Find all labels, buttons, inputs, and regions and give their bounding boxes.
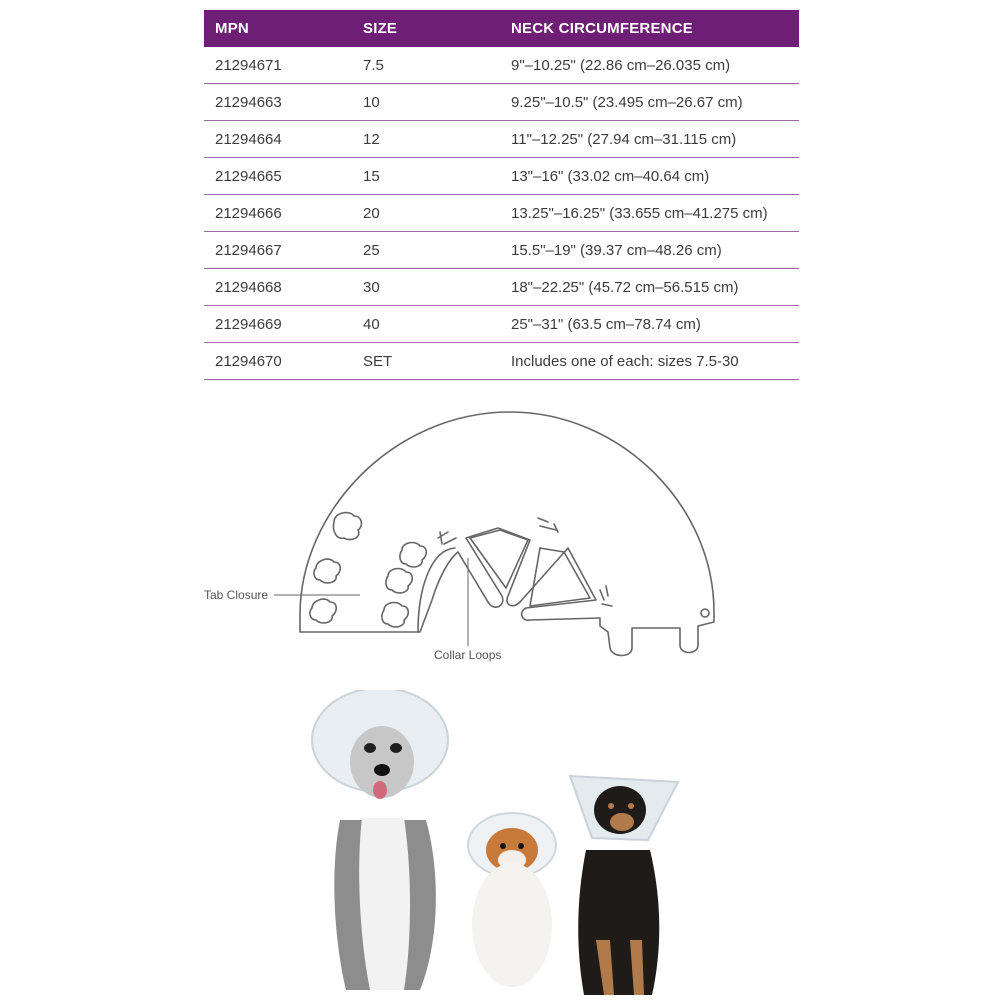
table-row <box>204 195 799 232</box>
cell-mpn: 21294670 <box>215 352 282 370</box>
cell-mpn: 21294671 <box>215 56 282 74</box>
cell-neck: 18"–22.25" (45.72 cm–56.515 cm) <box>511 278 739 296</box>
cell-size: 30 <box>363 278 380 296</box>
header-neck-circumference: NECK CIRCUMFERENCE <box>511 20 693 37</box>
cell-neck: 13.25"–16.25" (33.655 cm–41.275 cm) <box>511 204 768 222</box>
tab-closure-label: Tab Closure <box>204 588 269 602</box>
cell-mpn: 21294668 <box>215 278 282 296</box>
cell-size: 25 <box>363 241 380 259</box>
cell-size: 20 <box>363 204 380 222</box>
table-row <box>204 269 799 306</box>
cell-mpn: 21294667 <box>215 241 282 259</box>
cell-neck: 9"–10.25" (22.86 cm–26.035 cm) <box>511 56 731 74</box>
cone-diagram <box>0 400 1000 680</box>
table-row <box>204 47 799 84</box>
black-and-tan-dog-illustration <box>570 776 678 995</box>
cell-neck: 11"–12.25" (27.94 cm–31.115 cm) <box>511 130 737 148</box>
table-row <box>204 158 799 195</box>
cell-neck: 15.5"–19" (39.37 cm–48.26 cm) <box>511 241 722 259</box>
cell-mpn: 21294669 <box>215 315 282 333</box>
cell-size: SET <box>363 352 393 370</box>
collar-loops-label: Collar Loops <box>434 648 502 662</box>
cell-mpn: 21294664 <box>215 130 282 148</box>
table-row <box>204 121 799 158</box>
table-row <box>204 306 799 343</box>
pomeranian-illustration <box>468 813 556 987</box>
dogs-wearing-cones-photo <box>300 690 700 1000</box>
cell-neck: 25"–31" (63.5 cm–78.74 cm) <box>511 315 701 333</box>
cell-mpn: 21294663 <box>215 93 282 111</box>
header-mpn: MPN <box>215 20 249 37</box>
header-size: SIZE <box>363 20 398 37</box>
table-header <box>204 10 799 47</box>
cell-mpn: 21294666 <box>215 204 282 222</box>
table-row <box>204 343 799 380</box>
cell-size: 15 <box>363 167 380 185</box>
cell-mpn: 21294665 <box>215 167 282 185</box>
sheepdog-illustration <box>312 690 448 990</box>
cell-size: 40 <box>363 315 380 333</box>
table-row <box>204 84 799 121</box>
cell-neck: 9.25"–10.5" (23.495 cm–26.67 cm) <box>511 93 743 111</box>
cell-size: 7.5 <box>363 56 384 74</box>
cell-neck: Includes one of each: sizes 7.5-30 <box>511 352 739 370</box>
cell-neck: 13"–16" (33.02 cm–40.64 cm) <box>511 167 710 185</box>
size-table <box>204 10 799 380</box>
cone-outline-drawing <box>0 400 1000 680</box>
cell-size: 10 <box>363 93 380 111</box>
table-row <box>204 232 799 269</box>
cell-size: 12 <box>363 130 380 148</box>
